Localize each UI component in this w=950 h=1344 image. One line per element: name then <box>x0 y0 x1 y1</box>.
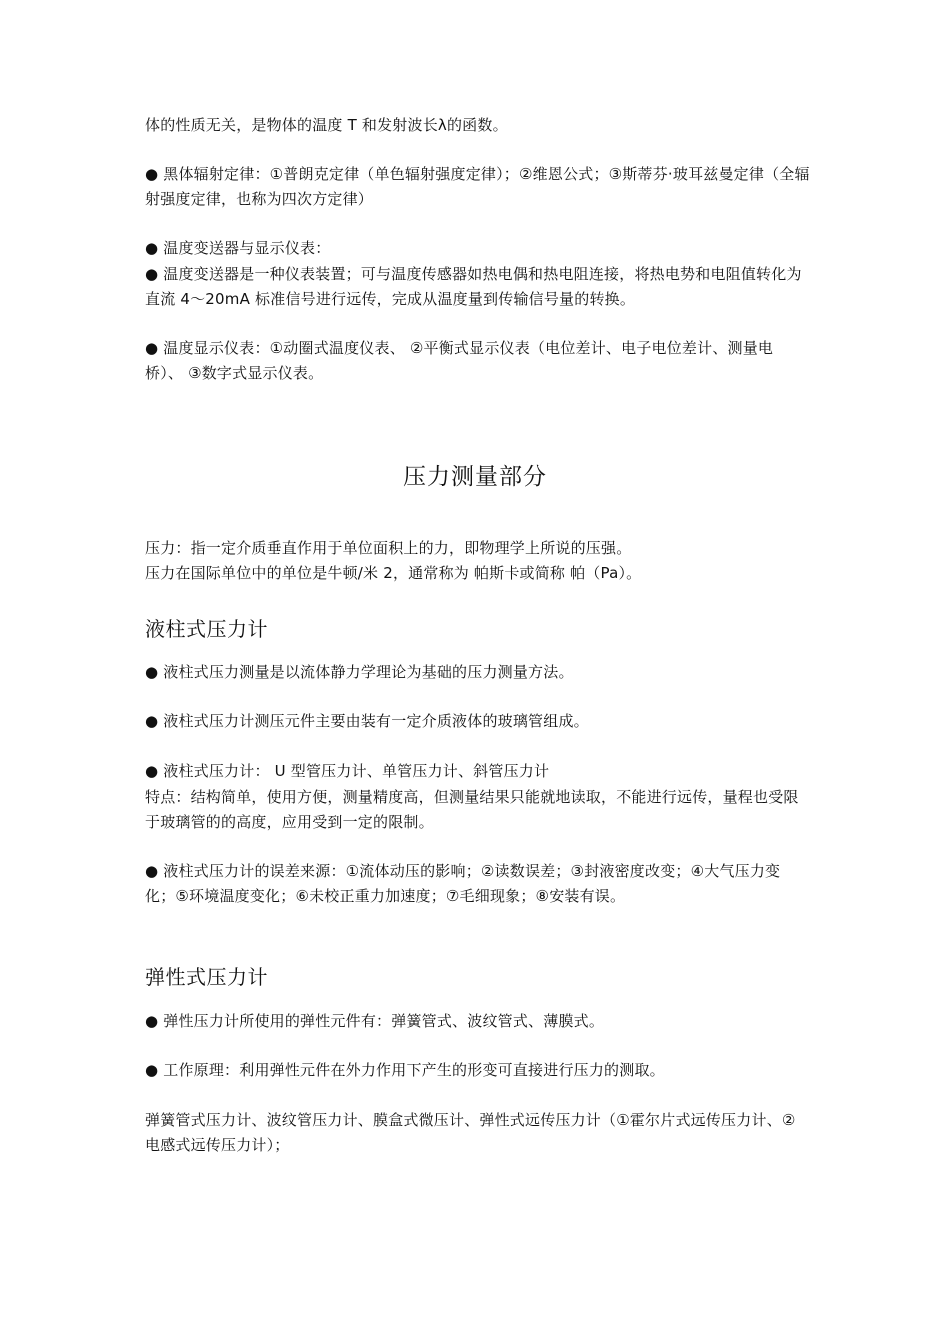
bullet-temperature-display: ● 温度显示仪表：①动圈式温度仪表、 ②平衡式显示仪表（电位差计、电子电位差计、测量电桥）、 ③数字式显示仪表。 <box>145 339 774 382</box>
bullet-liquid-types: ● 液柱式压力计： U 型管压力计、单管压力计、斜管压力计 <box>145 762 550 780</box>
bullet-liquid-principle: ● 液柱式压力测量是以流体静力学理论为基础的压力测量方法。 <box>145 663 574 681</box>
paragraph-elastic-gauge-types: 弹簧管式压力计、波纹管压力计、膜盒式微压计、弹性式远传压力计（①霍尔片式远传压力计、②电感式远传压力计）； <box>145 1111 796 1154</box>
bullet-blackbody-laws: ● 黑体辐射定律：①普朗克定律（单色辐射强度定律）；②维恩公式；③斯蒂芬·玻耳兹曼定律（全辐射强度定律，也称为四次方定律） <box>145 165 810 208</box>
heading-liquid-column-gauge: 液柱式压力计 <box>145 617 268 641</box>
bullet-transmitter-desc: ● 温度变送器是一种仪表装置；可与温度传感器如热电偶和热电阻连接，将热电势和电阻值转化为直流 4～20mA 标准信号进行远传，完成从温度量到传输信号量的转换。 <box>145 265 802 308</box>
section-title-pressure: 压力测量部分 <box>403 464 547 490</box>
bullet-transmitter-heading: ● 温度变送器与显示仪表： <box>145 239 331 257</box>
bullet-working-principle: ● 工作原理：利用弹性元件在外力作用下产生的形变可直接进行压力的测取。 <box>145 1061 665 1079</box>
paragraph-liquid-features: 特点：结构简单，使用方便，测量精度高，但测量结果只能就地读取，不能进行远传，量程也受限于玻璃管的的高度，应用受到一定的限制。 <box>145 788 799 831</box>
paragraph-blackbody-intro: 体的性质无关，是物体的温度 T 和发射波长λ的函数。 <box>145 116 508 134</box>
heading-elastic-gauge: 弹性式压力计 <box>145 965 268 989</box>
bullet-liquid-error-sources: ● 液柱式压力计的误差来源：①流体动压的影响；②读数误差；③封液密度改变；④大气压力变化；⑤环境温度变化；⑥未校正重力加速度；⑦毛细现象；⑧安装有误。 <box>145 862 781 905</box>
paragraph-pressure-unit: 压力在国际单位中的单位是牛顿/米 2，通常称为 帕斯卡或简称 帕（Pa）。 <box>145 564 642 582</box>
paragraph-pressure-definition: 压力：指一定介质垂直作用于单位面积上的力，即物理学上所说的压强。 <box>145 539 632 557</box>
bullet-liquid-components: ● 液柱式压力计测压元件主要由装有一定介质液体的玻璃管组成。 <box>145 712 589 730</box>
bullet-elastic-elements: ● 弹性压力计所使用的弹性元件有：弹簧管式、波纹管式、薄膜式。 <box>145 1012 605 1030</box>
